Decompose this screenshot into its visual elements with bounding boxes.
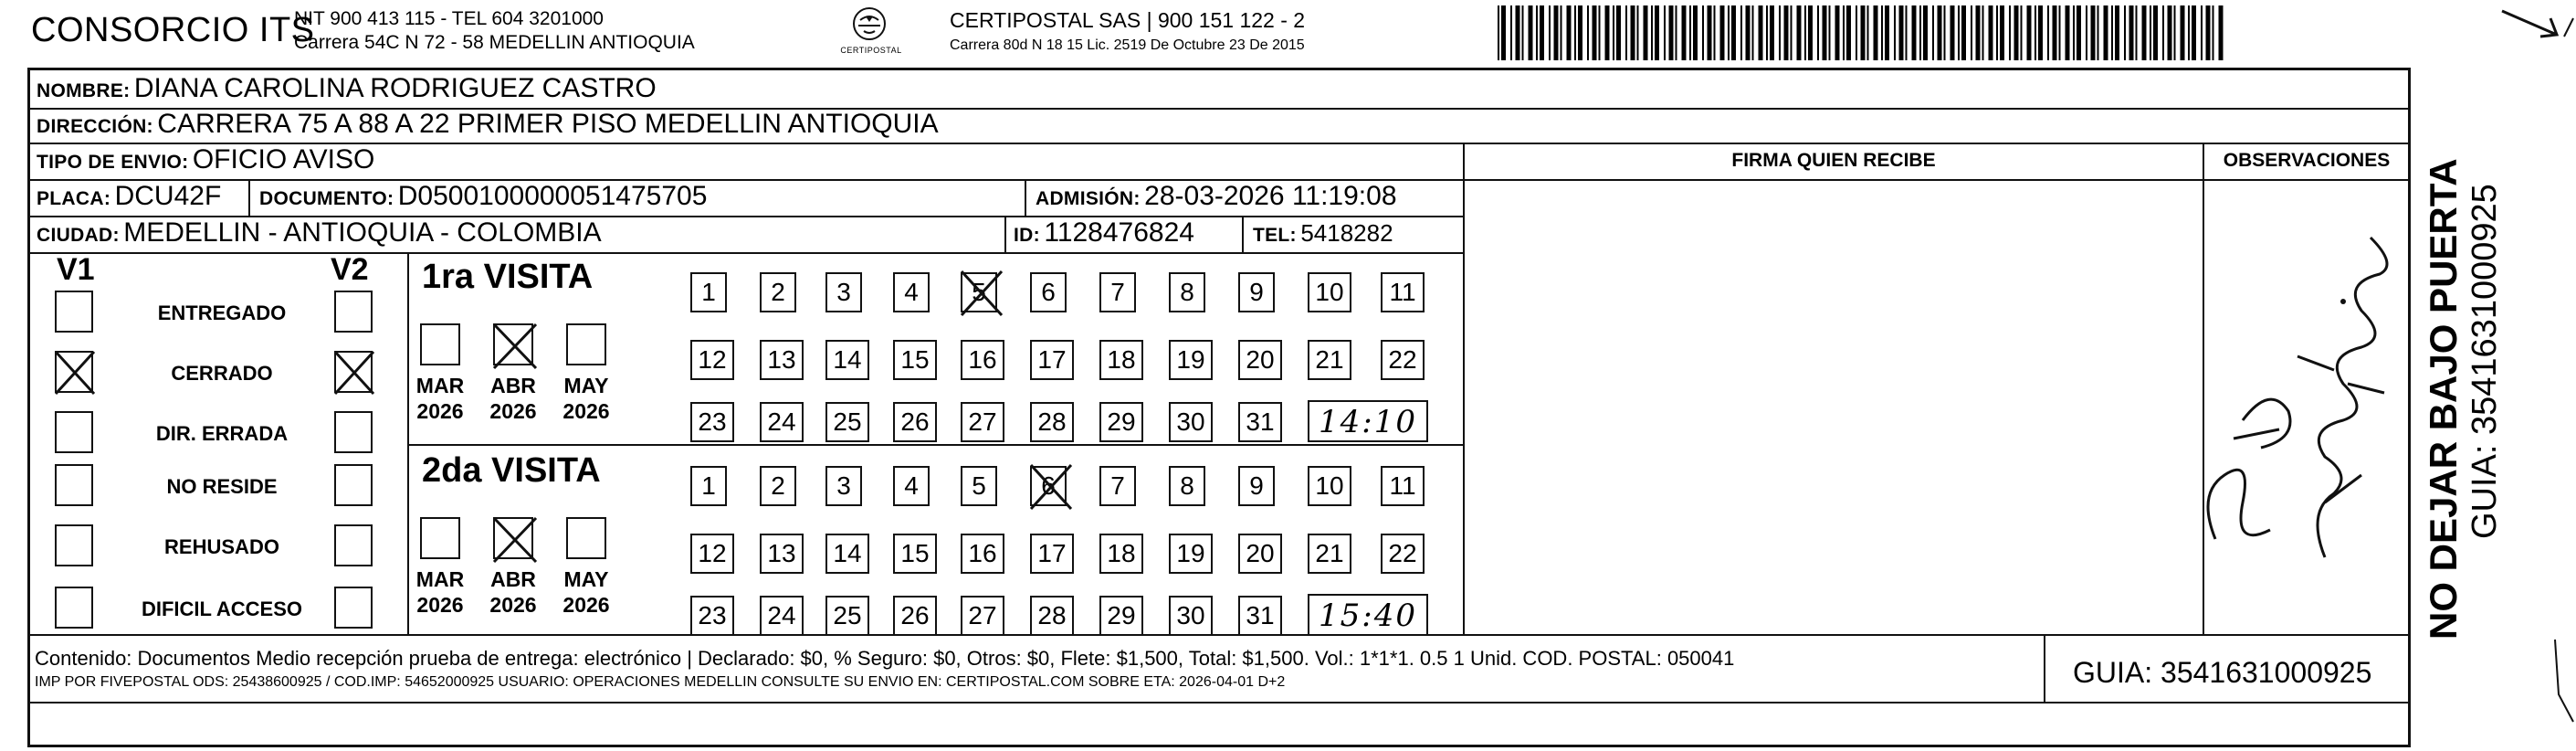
day-box[interactable]: 24 (760, 402, 804, 442)
day-box[interactable]: 20 (1238, 340, 1282, 380)
day-box[interactable]: 8 (1169, 272, 1205, 312)
nombre-value: DIANA CAROLINA RODRIGUEZ CASTRO (133, 73, 657, 103)
barcode-bar (1664, 5, 1666, 60)
day-box[interactable]: 7 (1099, 466, 1136, 506)
barcode-bar (1516, 5, 1520, 60)
id-label: ID: (1014, 225, 1040, 246)
day-box[interactable]: 29 (1099, 596, 1143, 636)
barcode-bar (2104, 5, 2108, 60)
day-box[interactable]: 11 (1381, 272, 1425, 312)
barcode-bar (2000, 5, 2004, 60)
direccion-row (37, 109, 939, 144)
v2-title: V2 (331, 252, 369, 287)
day-box[interactable]: 8 (1169, 466, 1205, 506)
day-box[interactable]: 6 (1030, 272, 1067, 312)
barcode-bar (1689, 5, 1691, 60)
month-checkbox[interactable] (420, 323, 460, 365)
barcode-bar (2192, 5, 2196, 60)
barcode-icon (1498, 5, 2228, 60)
tipo-value: OFICIO AVISO (192, 144, 375, 175)
firma-label: FIRMA QUIEN RECIBE (1731, 150, 1936, 171)
company-contact (294, 7, 695, 55)
month-label (478, 566, 548, 618)
barcode-bar (1644, 5, 1648, 60)
carrier-line: CERTIPOSTAL SAS | 900 151 122 - 2 (950, 8, 1306, 32)
barcode-bar (1932, 5, 1934, 60)
day-box[interactable]: 20 (1238, 534, 1282, 574)
visit-time (1308, 400, 1428, 442)
day-box[interactable]: 4 (893, 272, 930, 312)
barcode-bar (1958, 5, 1960, 60)
day-box[interactable]: 22 (1381, 340, 1425, 380)
month-label (405, 566, 475, 618)
barcode-bar (1613, 5, 1614, 60)
barcode-bar (1714, 5, 1716, 60)
company-name: CONSORCIO ITS (31, 11, 315, 49)
day-box[interactable]: 19 (1169, 534, 1213, 574)
barcode-bar (1637, 5, 1639, 60)
carrier-address: Carrera 80d N 18 15 Lic. 2519 De Octubre 23 De 2015 (950, 37, 1305, 53)
barcode-bar (1510, 5, 1512, 60)
v1-checkbox[interactable] (55, 411, 93, 453)
month-checkbox[interactable] (566, 323, 606, 365)
day-box[interactable]: 16 (961, 534, 1004, 574)
barcode-bar (1808, 5, 1813, 60)
admision-value: 28-03-2026 11:19:08 (1144, 181, 1397, 211)
v1-checkbox[interactable] (55, 291, 93, 333)
x-mark-icon (332, 349, 376, 397)
day-box[interactable]: 28 (1030, 402, 1074, 442)
barcode-bar (1874, 5, 1878, 60)
barcode-bar (2124, 5, 2126, 60)
barcode-bar (1791, 5, 1793, 60)
day-box[interactable]: 12 (690, 534, 734, 574)
barcode-bar (1784, 5, 1789, 60)
x-mark-icon (959, 269, 1004, 318)
barcode-bar (2066, 5, 2070, 60)
tel-label: TEL: (1253, 225, 1297, 246)
day-box[interactable]: 30 (1169, 402, 1213, 442)
barcode-bar (1779, 5, 1781, 60)
month-year: 2026 (563, 593, 610, 617)
barcode-bar (1835, 5, 1840, 60)
v1-checkbox[interactable] (55, 587, 93, 629)
day-box[interactable]: 24 (760, 596, 804, 636)
direccion-value: CARRERA 75 A 88 A 22 PRIMER PISO MEDELLIN ANTIOQUIA (157, 109, 939, 139)
barcode-bar (2091, 5, 2096, 60)
v1-checkbox[interactable] (55, 464, 93, 506)
barcode-bar (1578, 5, 1582, 60)
barcode-bar (1605, 5, 1610, 60)
barcode-bar (2077, 5, 2081, 60)
barcode-bar (1651, 5, 1653, 60)
barcode-bar (2086, 5, 2087, 60)
barcode-bar (2219, 5, 2224, 60)
v2-checkbox[interactable] (334, 464, 373, 506)
barcode-bar (1616, 5, 1621, 60)
barcode-bar (1599, 5, 1601, 60)
barcode-bar (1912, 5, 1917, 60)
barcode-bar (1856, 5, 1857, 60)
corner-mark-icon (2500, 0, 2576, 751)
barcode-bar (1938, 5, 1942, 60)
day-box[interactable]: 26 (893, 596, 937, 636)
barcode-bar (1720, 5, 1725, 60)
month-label (405, 373, 475, 424)
day-box[interactable]: 13 (760, 340, 804, 380)
visit-time-value: 15:40 (1319, 598, 1417, 634)
barcode-bar (1766, 5, 1768, 60)
barcode-bar (1982, 5, 1984, 60)
visit-title: 1ra VISITA (422, 258, 594, 296)
observation-signature-icon (2188, 201, 2416, 612)
month-name: ABR (490, 567, 536, 591)
month-name: ABR (490, 374, 536, 397)
barcode-bar (1976, 5, 1981, 60)
content-details: Contenido: Documentos Medio recepción prueba de entrega: electrónico | Declarado: $0, % Seguro: $0, Otros: $0, Flete: $1,500, Total: $1,500. Vol.: 1*1*1. 0.5 1 Unid. COD. POSTAL: 050041 (35, 647, 1735, 670)
month-checkbox[interactable] (493, 323, 533, 365)
day-box[interactable]: 31 (1238, 402, 1282, 442)
day-box[interactable]: 17 (1030, 340, 1074, 380)
visit-title: 2da VISITA (422, 451, 601, 490)
placa-value: DCU42F (114, 181, 222, 211)
v2-checkbox[interactable] (334, 351, 373, 393)
status-label: CERRADO (171, 362, 273, 385)
barcode-bar (1746, 5, 1751, 60)
day-box[interactable]: 30 (1169, 596, 1213, 636)
barcode-bar (1861, 5, 1866, 60)
barcode-bar (1587, 5, 1589, 60)
month-name: MAR (415, 567, 465, 591)
barcode-bar (1797, 5, 1802, 60)
barcode-bar (1631, 5, 1635, 60)
barcode-bar (1702, 5, 1704, 60)
nombre-row (37, 73, 657, 109)
month-year: 2026 (563, 399, 610, 423)
barcode-bar (1919, 5, 1921, 60)
barcode-bar (1549, 5, 1551, 60)
x-mark-icon (491, 322, 539, 371)
side-warning: NO DEJAR BAJO PUERTA (2422, 158, 2465, 640)
month-name: MAR (415, 374, 465, 397)
barcode-bar (2038, 5, 2043, 60)
barcode-bar (1498, 5, 1499, 60)
barcode-bar (1759, 5, 1763, 60)
x-mark-icon (1028, 462, 1074, 512)
barcode-bar (2059, 5, 2061, 60)
day-box[interactable]: 2 (760, 466, 796, 506)
barcode-bar (1593, 5, 1597, 60)
day-box[interactable]: 5 (961, 466, 997, 506)
day-box[interactable]: 9 (1238, 466, 1275, 506)
v2-checkbox[interactable] (334, 291, 373, 333)
day-box[interactable]: 23 (690, 402, 734, 442)
barcode-bar (1731, 5, 1736, 60)
status-label: ENTREGADO (157, 301, 287, 324)
status-label: DIR. ERRADA (155, 422, 289, 445)
barcode-bar (2201, 5, 2203, 60)
visit-time-value: 14:10 (1319, 404, 1417, 440)
barcode-bar (2073, 5, 2075, 60)
tel-field (1253, 217, 1393, 253)
day-box[interactable]: 11 (1381, 466, 1425, 506)
barcode-bar (1950, 5, 1955, 60)
v2-checkbox[interactable] (334, 524, 373, 566)
print-details: IMP POR FIVEPOSTAL ODS: 25438600925 / COD.IMP: 54652000925 USUARIO: OPERACIONES MEDELLIN CONSULTE SU ENVIO EN: CERTIPOSTAL.COM SOBRE ETA: 2026-04-01 D+2 (35, 674, 1286, 690)
barcode-bar (1676, 5, 1677, 60)
day-box[interactable]: 18 (1099, 340, 1143, 380)
day-box[interactable]: 15 (893, 534, 937, 574)
x-mark-icon (53, 349, 97, 397)
day-box[interactable]: 6 (1030, 466, 1067, 506)
barcode-bar (1894, 5, 1896, 60)
barcode-bar (1829, 5, 1831, 60)
barcode-bar (1655, 5, 1659, 60)
direccion-label: DIRECCIÓN: (37, 116, 153, 137)
barcode-bar (1682, 5, 1687, 60)
barcode-bar (1899, 5, 1904, 60)
observaciones-label: OBSERVACIONES (2223, 150, 2391, 171)
day-box[interactable]: 29 (1099, 402, 1143, 442)
barcode-bar (1540, 5, 1544, 60)
barcode-bar (1669, 5, 1674, 60)
ciudad-field (37, 217, 602, 253)
barcode-bar (1574, 5, 1576, 60)
barcode-bar (2129, 5, 2134, 60)
day-box[interactable]: 3 (825, 466, 862, 506)
month-label (552, 373, 621, 424)
barcode-bar (2053, 5, 2057, 60)
documento-field (259, 181, 707, 217)
month-checkbox[interactable] (420, 517, 460, 559)
barcode-bar (2014, 5, 2019, 60)
ciudad-label: CIUDAD: (37, 225, 120, 246)
day-box[interactable]: 1 (690, 272, 727, 312)
id-value: 1128476824 (1044, 217, 1194, 248)
day-box[interactable]: 31 (1238, 596, 1282, 636)
ciudad-value: MEDELLIN - ANTIOQUIA - COLOMBIA (123, 217, 602, 248)
barcode-bar (2009, 5, 2011, 60)
barcode-bar (1843, 5, 1845, 60)
v1-checkbox[interactable] (55, 351, 93, 393)
barcode-bar (2047, 5, 2049, 60)
barcode-bar (1846, 5, 1851, 60)
day-box[interactable]: 14 (825, 534, 869, 574)
barcode-bar (1996, 5, 1998, 60)
barcode-bar (2115, 5, 2119, 60)
day-box[interactable]: 25 (825, 596, 869, 636)
barcode-bar (2174, 5, 2176, 60)
barcode-bar (1752, 5, 1754, 60)
day-box[interactable]: 27 (961, 402, 1004, 442)
status-label: DIFICIL ACCESO (141, 598, 302, 620)
barcode-bar (2142, 5, 2147, 60)
tipo-label: TIPO DE ENVIO: (37, 152, 189, 173)
barcode-bar (1971, 5, 1972, 60)
barcode-bar (1906, 5, 1908, 60)
barcode-bar (1804, 5, 1806, 60)
day-box[interactable]: 28 (1030, 596, 1074, 636)
nit-line: NIT 900 413 115 - TEL 604 3201000 (294, 8, 604, 29)
month-label (478, 373, 548, 424)
day-box[interactable]: 19 (1169, 340, 1213, 380)
barcode-bar (1770, 5, 1774, 60)
month-year: 2026 (416, 593, 464, 617)
day-box[interactable]: 16 (961, 340, 1004, 380)
day-box[interactable]: 1 (690, 466, 727, 506)
tel-value: 5418282 (1300, 219, 1393, 247)
barcode-bar (1522, 5, 1524, 60)
month-year: 2026 (489, 593, 537, 617)
barcode-bar (1740, 5, 1742, 60)
x-mark-icon (491, 515, 539, 565)
barcode-bar (1961, 5, 1966, 60)
nombre-label: NOMBRE: (37, 80, 131, 101)
barcode-bar (2150, 5, 2151, 60)
month-year: 2026 (489, 399, 537, 423)
admision-field (1036, 181, 1397, 217)
barcode-bar (1501, 5, 1506, 60)
id-field (1014, 217, 1194, 253)
barcode-bar (1823, 5, 1827, 60)
carrier-info (950, 7, 1305, 58)
barcode-bar (2213, 5, 2214, 60)
v1-title: V1 (57, 252, 95, 287)
guia-number: GUIA: 3541631000925 (2073, 656, 2372, 689)
day-box[interactable]: 25 (825, 402, 869, 442)
month-name: MAY (563, 374, 609, 397)
v2-checkbox[interactable] (334, 587, 373, 629)
barcode-bar (1693, 5, 1698, 60)
admision-label: ADMISIÓN: (1036, 188, 1141, 209)
barcode-bar (1923, 5, 1928, 60)
barcode-bar (2021, 5, 2023, 60)
day-box[interactable]: 4 (893, 466, 930, 506)
barcode-bar (1867, 5, 1869, 60)
barcode-bar (1708, 5, 1712, 60)
barcode-bar (2136, 5, 2138, 60)
month-checkbox[interactable] (493, 517, 533, 559)
day-box[interactable]: 22 (1381, 534, 1425, 574)
day-box[interactable]: 13 (760, 534, 804, 574)
documento-label: DOCUMENTO: (259, 188, 394, 209)
v2-checkbox[interactable] (334, 411, 373, 453)
status-label: REHUSADO (164, 535, 279, 558)
day-box[interactable]: 21 (1308, 340, 1351, 380)
month-checkbox[interactable] (566, 517, 606, 559)
day-box[interactable]: 9 (1238, 272, 1275, 312)
barcode-bar (1561, 5, 1562, 60)
barcode-bar (1944, 5, 1946, 60)
tipo-row (37, 144, 374, 180)
visit-time (1308, 594, 1428, 636)
barcode-bar (2162, 5, 2164, 60)
day-box[interactable]: 10 (1308, 466, 1351, 506)
barcode-bar (2206, 5, 2211, 60)
barcode-bar (2027, 5, 2032, 60)
barcode-bar (1529, 5, 1533, 60)
day-box[interactable]: 14 (825, 340, 869, 380)
month-name: MAY (563, 567, 609, 591)
day-box[interactable]: 23 (690, 596, 734, 636)
barcode-bar (2181, 5, 2185, 60)
barcode-bar (1881, 5, 1883, 60)
barcode-bar (1728, 5, 1730, 60)
day-box[interactable]: 2 (760, 272, 796, 312)
day-box[interactable]: 27 (961, 596, 1004, 636)
documento-value: D0500100000051475705 (397, 181, 708, 211)
placa-label: PLACA: (37, 188, 111, 209)
barcode-bar (2098, 5, 2099, 60)
v1-checkbox[interactable] (55, 524, 93, 566)
company-address: Carrera 54C N 72 - 58 MEDELLIN ANTIOQUIA (294, 32, 695, 53)
status-label: NO RESIDE (166, 475, 278, 498)
barcode-bar (2111, 5, 2113, 60)
placa-field (37, 181, 221, 217)
barcode-bar (1567, 5, 1572, 60)
day-box[interactable]: 26 (893, 402, 937, 442)
day-box[interactable]: 7 (1099, 272, 1136, 312)
day-box[interactable]: 18 (1099, 534, 1143, 574)
side-guia: GUIA: 3541631000925 (2466, 184, 2504, 539)
day-box[interactable]: 17 (1030, 534, 1074, 574)
logo-text: CERTIPOSTAL (840, 46, 902, 55)
day-box[interactable]: 21 (1308, 534, 1351, 574)
day-box[interactable]: 15 (893, 340, 937, 380)
barcode-bar (2168, 5, 2172, 60)
barcode-bar (2035, 5, 2036, 60)
month-year: 2026 (416, 399, 464, 423)
barcode-bar (2153, 5, 2158, 60)
barcode-bar (2188, 5, 2190, 60)
barcode-bar (1817, 5, 1819, 60)
barcode-bar (1554, 5, 1559, 60)
day-box[interactable]: 10 (1308, 272, 1351, 312)
day-box[interactable]: 12 (690, 340, 734, 380)
day-box[interactable]: 3 (825, 272, 862, 312)
barcode-bar (1536, 5, 1538, 60)
month-label (552, 566, 621, 618)
barcode-bar (1625, 5, 1627, 60)
day-box[interactable]: 5 (961, 272, 997, 312)
barcode-bar (1885, 5, 1889, 60)
barcode-bar (1989, 5, 1993, 60)
